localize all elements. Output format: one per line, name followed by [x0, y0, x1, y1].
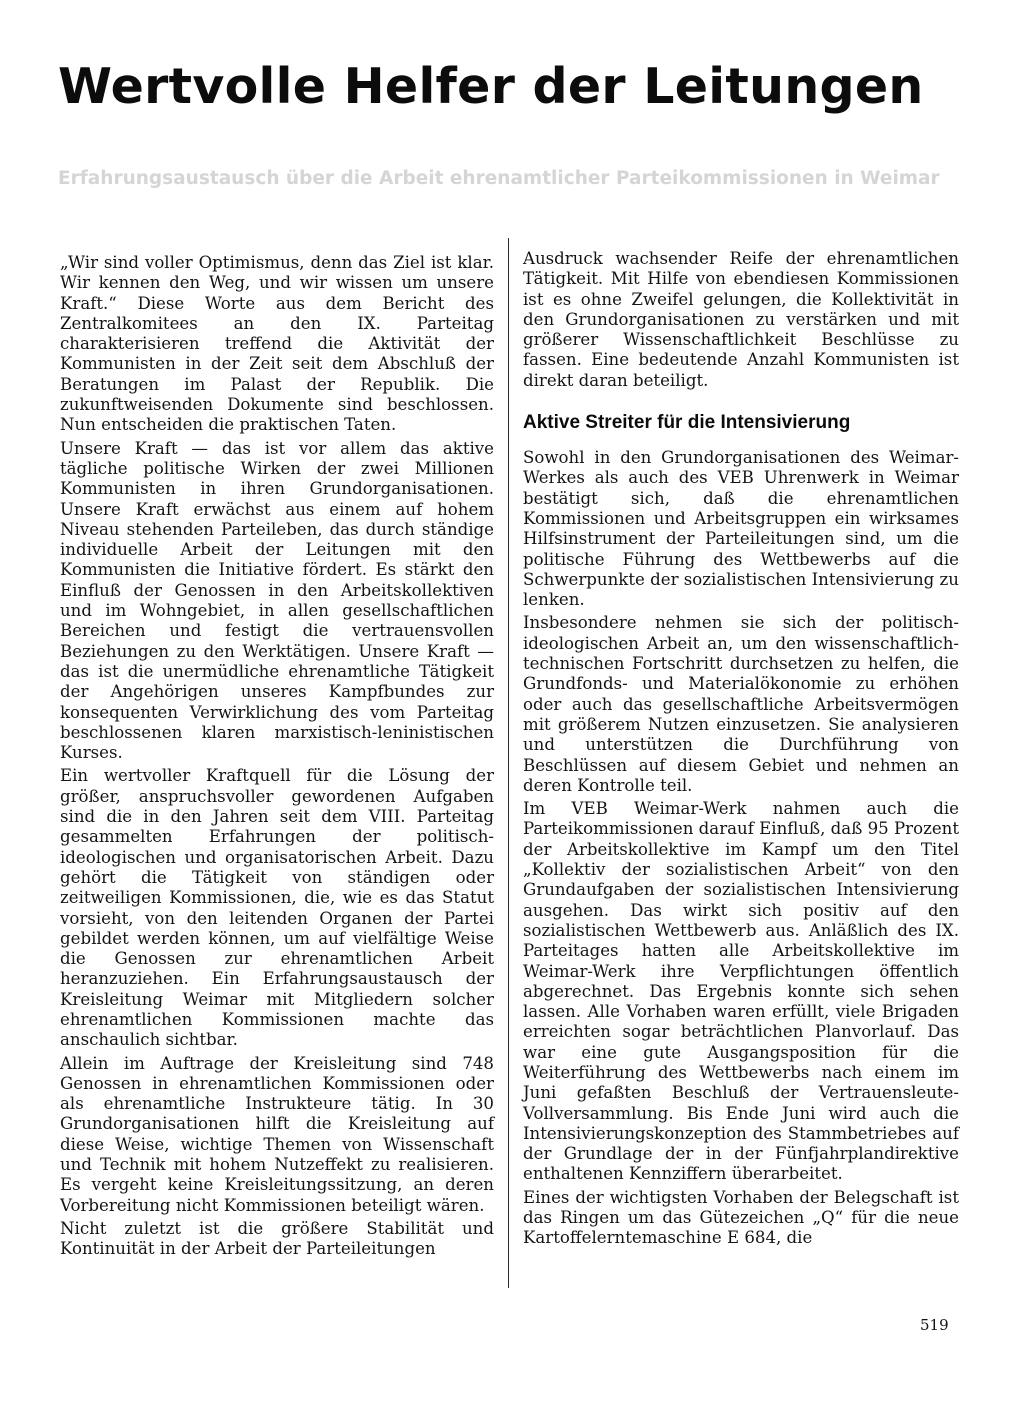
right-intro-paragraph: Ausdruck wachsender Reife der ehrenamtlichen Tätigkeit. Mit Hilfe von ebendiesen Kommissionen ist es ohne Zweifel gelungen, die Kollektivität in den Grundorganisationen zu verstärken und mit größerer Wissenschaftlichkeit Beschlüsse zu fassen. Eine bedeutende Anzahl Kommunisten ist direkt daran beteiligt. — [523, 249, 959, 390]
right-column — [523, 249, 959, 1252]
left-paragraph: Ein wertvoller Kraftquell für die Lösung der größer, anspruchsvoller gewordenen Aufgaben sind die in den Jahren seit dem VIII. Parteitag gesammelten Erfahrungen der politisch-ideologischen und organisatorischen Arbeit. Dazu gehört die Tätigkeit von ständigen oder zeitweiligen Kommissionen, die, wie es das Statut vorsieht, von den leitenden Organen der Partei gebildet werden können, um auf vielfältige Weise die Genossen zur ehrenamtlichen Arbeit heranzuziehen. Ein Erfahrungsaustausch der Kreisleitung Weimar mit Mitgliedern solcher ehrenamtlichen Kommissionen machte das anschaulich sichtbar. — [60, 766, 494, 1050]
left-paragraph: Unsere Kraft — das ist vor allem das aktive tägliche politische Wirken der zwei Millionen Kommunisten in ihren Grundorganisationen. Unsere Kraft erwächst aus einem auf hohem Niveau stehenden Parteileben, das durch ständige individuelle Arbeit der Leitungen mit den Kommunisten die Initiative fördert. Es stärkt den Einfluß der Genossen in den Arbeitskollektiven und im Wohngebiet, in allen gesellschaftlichen Bereichen und festigt die vertrauensvollen Beziehungen zu den Werktätigen. Unsere Kraft — das ist die unermüdliche ehrenamtliche Tätigkeit der Angehörigen unseres Kampfbundes zur konsequenten Verwirklichung des vom Parteitag beschlossenen klaren marxistisch-leninistischen Kurses. — [60, 438, 494, 763]
section-heading: Aktive Streiter für die Intensivierung — [523, 412, 851, 434]
left-paragraph: Nicht zuletzt ist die größere Stabilität und Kontinuität in der Arbeit der Parteileitungen — [60, 1218, 494, 1259]
left-paragraph: Allein im Auftrage der Kreisleitung sind 748 Genossen in ehrenamtlichen Kommissionen oder als ehrenamtliche Instrukteure tätig. In 30 Grundorganisationen hilft die Kreisleitung auf diese Weise, wichtige Themen von Wissenschaft und Technik mit hohem Nutzeffekt zu realisieren. Es vergeht keine Kreisleitungssitzung, an deren Vorbereitung nicht Kommissionen beteiligt wären. — [60, 1053, 494, 1215]
right-paragraph: Insbesondere nehmen sie sich der politisch-ideologischen Arbeit an, um den wissenschaftlich-technischen Fortschritt durchsetzen zu helfen, die Grundfonds- und Materialökonomie zu erhöhen oder auch das gesellschaftliche Arbeitsvermögen mit größerem Nutzen einzusetzen. Sie analysieren und unterstützen die Durchführung von Beschlüssen auf diesem Gebiet und nehmen an deren Kontrolle teil. — [523, 613, 959, 795]
left-paragraph: „Wir sind voller Optimismus, denn das Ziel ist klar. Wir kennen den Weg, und wir wissen um unsere Kraft.“ Diese Worte aus dem Bericht des Zentralkomitees an den IX. Parteitag charakterisieren treffend die Aktivität der Kommunisten in der Zeit seit dem Abschluß der Beratungen im Palast der Republik. Die zukunftweisenden Dokumente sind beschlossen. Nun entscheiden die praktischen Taten. — [60, 253, 494, 435]
right-paragraph: Sowohl in den Grundorganisationen des Weimar-Werkes als auch des VEB Uhrenwerk in Weimar bestätigt sich, daß die ehrenamtlichen Kommissionen und Arbeitsgruppen ein wirksames Hilfsinstrument der Parteileitungen sind, um die politische Führung des Wettbewerbs auf die Schwerpunkte der sozialistischen Intensivierung zu lenken. — [523, 448, 959, 610]
article-subtitle: Erfahrungsaustausch über die Arbeit ehrenamtlicher Parteikommissionen in Weimar — [58, 168, 940, 189]
right-paragraph: Im VEB Weimar-Werk nahmen auch die Parteikommissionen darauf Einfluß, daß 95 Prozent der Arbeitskollektive im Kampf um den Titel „Kollektiv der sozialistischen Arbeit“ von den Grundaufgaben der sozialistischen Intensivierung ausgehen. Das wirkt sich positiv auf den sozialistischen Wettbewerb aus. Anläßlich des IX. Parteitages hatten alle Arbeitskollektive im Weimar-Werk ihre Verpflichtungen öffentlich abgerechnet. Das Ergebnis konnte sich sehen lassen. Alle Vorhaben waren erfüllt, viele Brigaden erreichten sogar beträchtlichen Planvorlauf. Das war eine gute Ausgangsposition für die Weiterführung des Wettbewerbs nach einem im Juni gefaßten Beschluß der Vertrauensleute-Vollversammlung. Bis Ende Juni wird auch die Intensivierungskonzeption des Stammbetriebes auf der Grundlage der in der Fünfjahrplandirektive enthaltenen Kennziffern überarbeitet. — [523, 799, 959, 1184]
right-paragraph: Eines der wichtigsten Vorhaben der Belegschaft ist das Ringen um das Gütezeichen „Q“ für die neue Kartoffelerntemaschine E 684, die — [523, 1187, 959, 1248]
article-title: Wertvolle Helfer der Leitungen — [58, 58, 924, 115]
page-number: 519 — [920, 1316, 949, 1334]
left-column — [60, 253, 494, 1263]
column-divider — [508, 238, 509, 1288]
